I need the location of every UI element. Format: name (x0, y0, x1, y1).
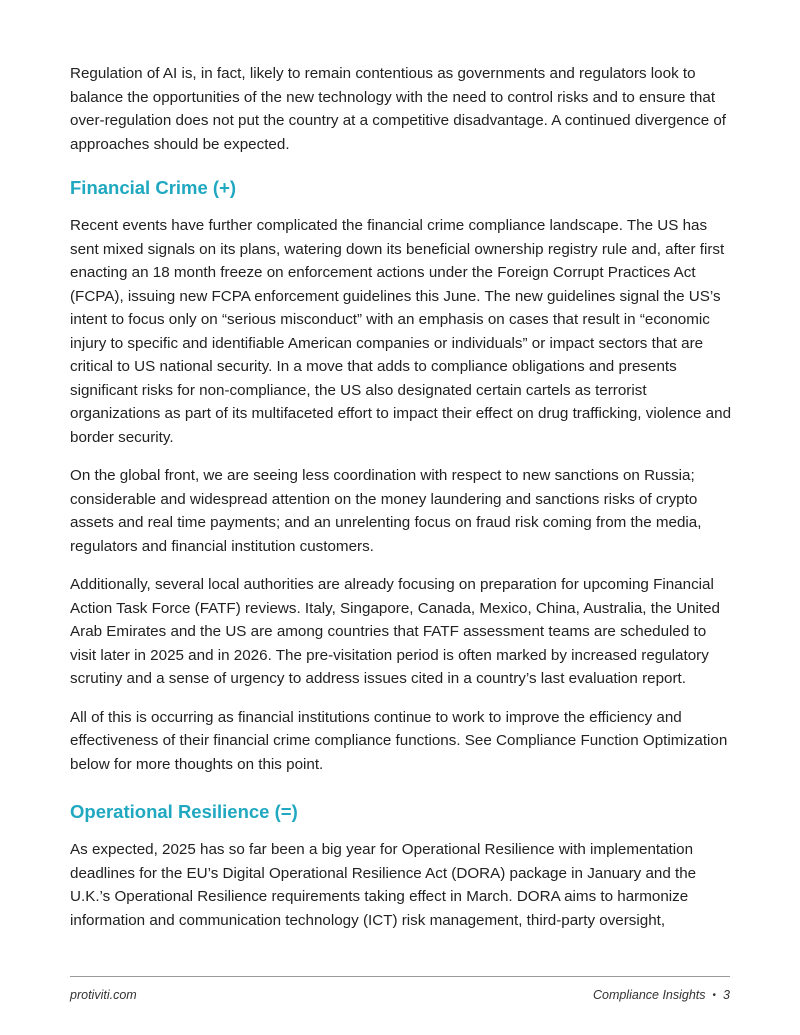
body-paragraph: All of this is occurring as financial institutions continue to work to improve the efficiency and effectiveness of their financial crime compliance functions. See Compliance Function Optimization below for more thoughts on this point. (70, 708, 728, 773)
body-paragraph: Recent events have further complicated the financial crime compliance landscape. The US has sent mixed signals on its plans, watering down its beneficial ownership registry rule and, after first enacting an 18 month freeze on enforcement actions under the Foreign Corrupt Practices Act (FCPA), issuing new FCPA enforcement guidelines this June. The new guidelines signal the US’s intent to focus only on “serious misconduct” with an emphasis on cases that result in “economic injury to specific and identifiable American companies or individuals” or impact sectors that are critical to US national security. In a move that adds to compliance obligations and presents significant risks for non-compliance, the US also designated certain cartels as terrorist organizations as part of its multifaceted effort to impact their effect on drug trafficking, violence and border security. (70, 217, 732, 446)
page-body (70, 62, 735, 947)
footer-publication: Compliance Insights (592, 988, 706, 1002)
footer-site: protiviti.com (70, 988, 137, 1002)
body-paragraph: Additionally, several local authorities are already focusing on preparation for upcoming Financial Action Task Force (FATF) reviews. Italy, Singapore, Canada, Mexico, China, Australia, the United Arab Emirates and the US are among countries that FATF assessment teams are scheduled to visit later in 2025 and in 2026. The pre-visitation period is often marked by increased regulatory scrutiny and a sense of urgency to address issues cited in a country’s last evaluation report. (70, 576, 720, 687)
body-paragraph: On the global front, we are seeing less coordination with respect to new sanctions on Russia; considerable and widespread attention on the money laundering and sanctions risks of crypto assets and real time payments; and an unrelenting focus on fraud risk coming from the media, regulators and financial institution customers. (70, 467, 702, 555)
page-number: 3 (723, 988, 730, 1002)
bullet-separator: • (712, 990, 717, 1001)
body-paragraph: Regulation of AI is, in fact, likely to remain contentious as governments and regulators look to balance the opportunities of the new technology with the need to control risks and to ensure that over-regulation does not put the country at a competitive disadvantage. A continued divergence of approaches should be expected. (70, 65, 727, 153)
section-heading-operational-resilience: Operational Resilience (=) (70, 801, 298, 822)
body-paragraph: As expected, 2025 has so far been a big year for Operational Resilience with implementation deadlines for the EU’s Digital Operational Resilience Act (DORA) package in January and the U.K.’s Operational Resilience requirements taking effect in March. DORA aims to harmonize information and communication technology (ICT) risk management, third-party oversight, (70, 841, 697, 929)
page-footer (70, 976, 730, 1002)
footer-right (593, 988, 730, 1002)
section-heading-financial-crime: Financial Crime (+) (70, 177, 237, 198)
